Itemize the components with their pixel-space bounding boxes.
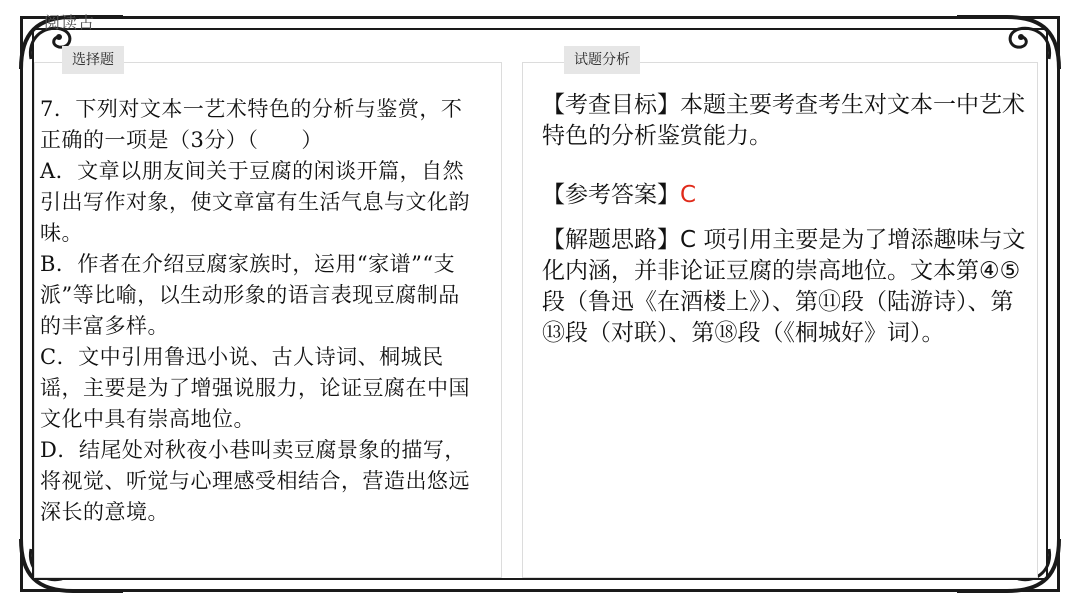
tab-multiple-choice[interactable]: 选择题 (62, 46, 124, 74)
goal-text: 本题主要考查考生对文本一中艺术特色的分析鉴赏能力。 (542, 92, 1025, 149)
answer-label: 【参考答案】 (542, 182, 680, 208)
tab-analysis[interactable]: 试题分析 (564, 46, 640, 74)
answer-block (542, 180, 1032, 211)
analysis-content (542, 90, 1032, 349)
reasoning-text: C 项引用主要是为了增添趣味与文化内涵，并非论证豆腐的崇高地位。文本第④⑤段（鲁迅《在酒楼上》）、第⑪段（陆游诗）、第⑬段（对联）、第⑱段（《桐城好》词）。 (542, 227, 1026, 346)
reasoning-block (542, 225, 1032, 349)
goal-block (542, 90, 1032, 152)
option-a: A．文章以朋友间关于豆腐的闲谈开篇，自然引出写作对象，使文章富有生活气息与文化韵味。 (40, 159, 470, 245)
slide-label: 阅读古 (44, 13, 96, 32)
question-content (40, 94, 480, 528)
question-stem: 7．下列对文本一艺术特色的分析与鉴赏，不正确的一项是（3分）（ ） (40, 97, 463, 152)
reasoning-label: 【解题思路】 (542, 227, 680, 253)
option-b: B．作者在介绍豆腐家族时，运用“家谱”“支派”等比喻，以生动形象的语言表现豆腐制品的丰富多样。 (40, 252, 460, 338)
answer-value: C (680, 182, 697, 208)
goal-label: 【考查目标】 (542, 92, 680, 118)
option-d: D．结尾处对秋夜小巷叫卖豆腐景象的描写，将视觉、听觉与心理感受相结合，营造出悠远深长的意境。 (40, 438, 470, 524)
option-c: C．文中引用鲁迅小说、古人诗词、桐城民谣，主要是为了增强说服力，论证豆腐在中国文化中具有崇高地位。 (40, 345, 470, 431)
